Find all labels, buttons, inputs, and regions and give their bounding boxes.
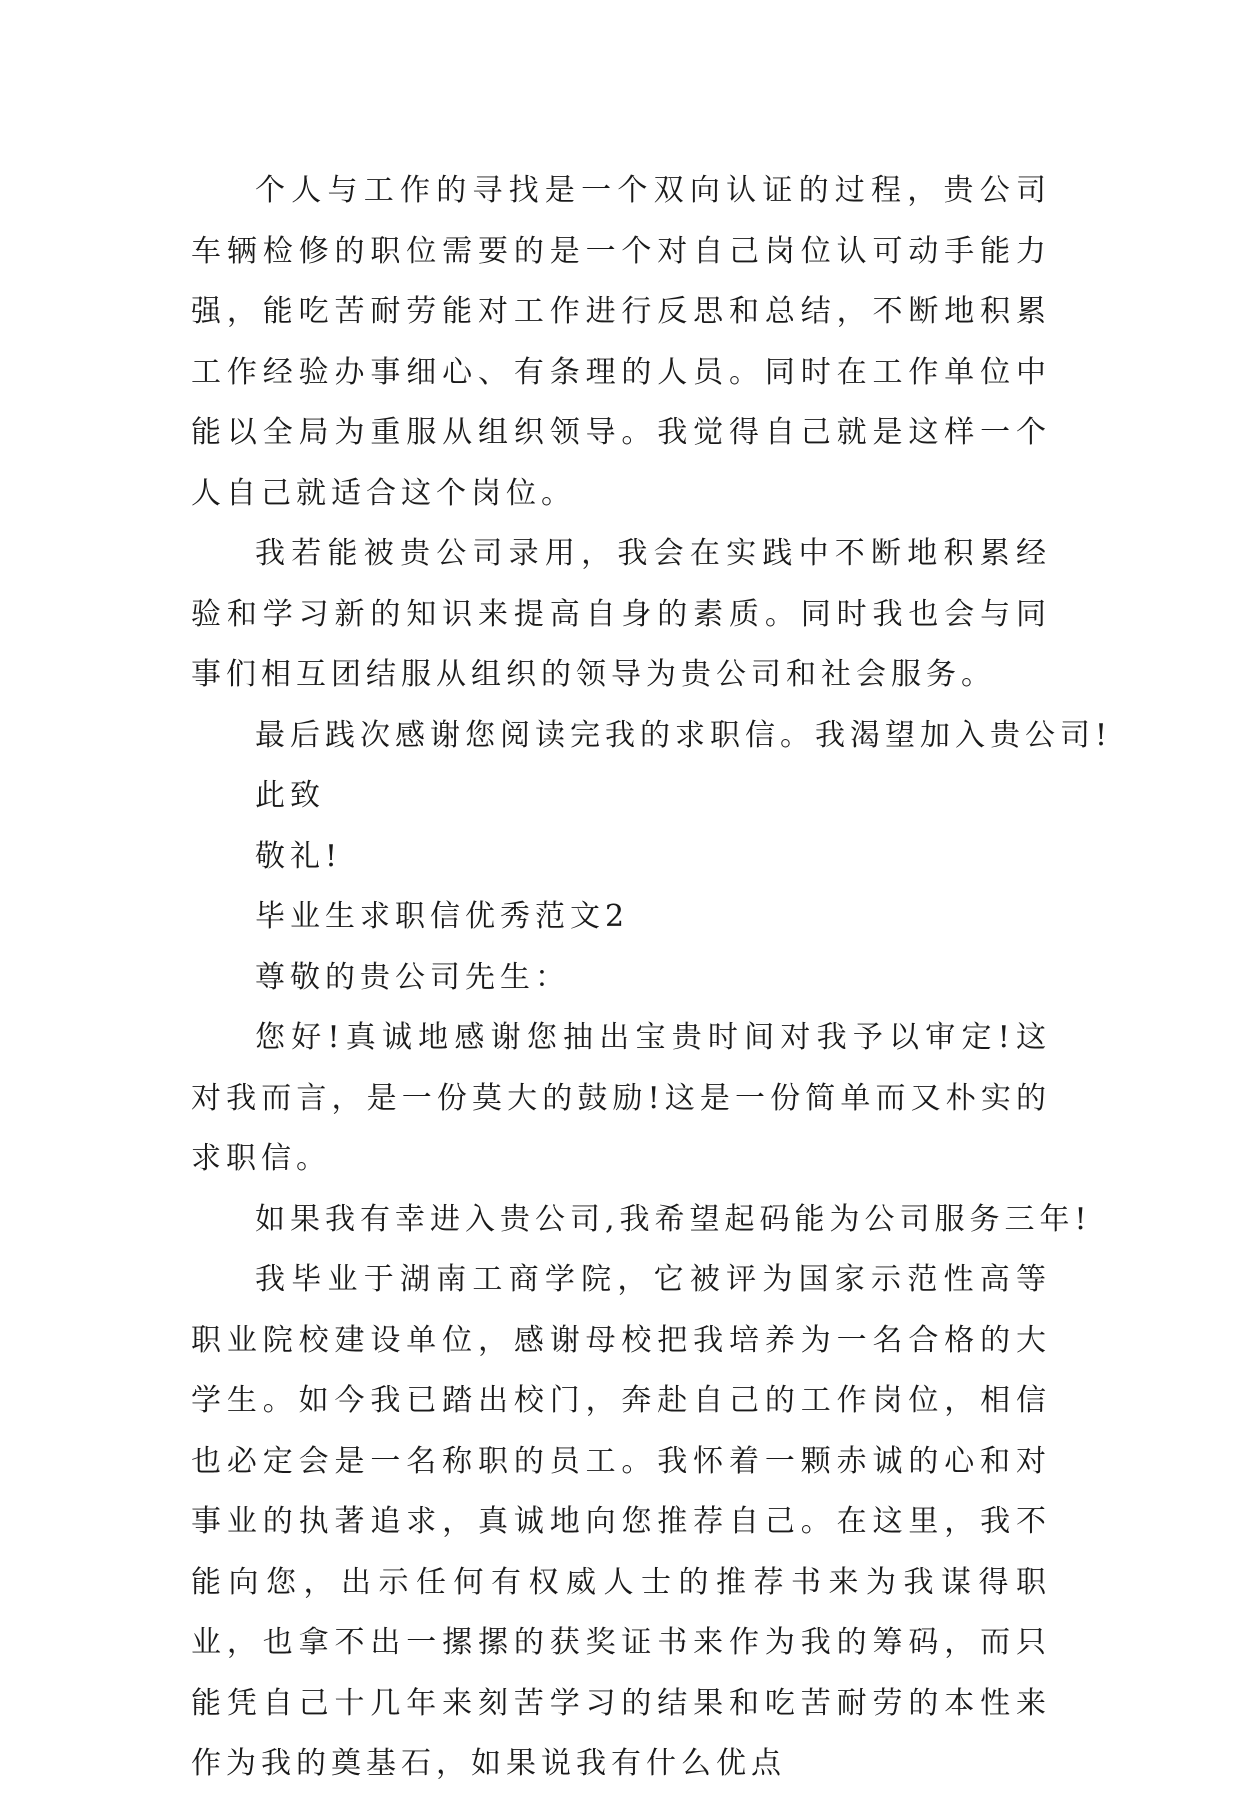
salutation-jingli: 敬礼! [255, 838, 343, 874]
paragraph-background: 我毕业于湖南工商学院，它被评为国家示范性高等职业院校建设单位，感谢母校把我培养为一名合格的大学生。如今我已踏出校门，奔赴自己的工作岗位，相信也必定会是一名称职的员工。我怀着一颗赤诚的心和对事业的执著追求，真诚地向您推荐自己。在这里，我不能向您，出示任何有权威人士的推荐书来为我谋得职业，也拿不出一摞摞的获奖证书来作为我的筹码，而只能凭自己十几年来刻苦学习的结果和吃苦耐劳的本性来作为我的奠基石，如果说我有什么优点 [191, 1262, 1051, 1781]
letter-body [191, 161, 1113, 1795]
paragraph-commitment: 如果我有幸进入贵公司,我希望起码能为公司服务三年! [255, 1201, 1092, 1237]
paragraph-closing-thanks: 最后践次感谢您阅读完我的求职信。我渴望加入贵公司! [255, 717, 1113, 753]
paragraph-job-fit: 个人与工作的寻找是一个双向认证的过程，贵公司车辆检修的职位需要的是一个对自己岗位认可动手能力强，能吃苦耐劳能对工作进行反思和总结，不断地积累工作经验办事细心、有条理的人员。同时在工作单位中能以全局为重服从组织领导。我觉得自己就是这样一个人自己就适合这个岗位。 [191, 173, 1051, 511]
salutation-cizhi: 此致 [255, 778, 325, 813]
letter-greeting: 尊敬的贵公司先生： [255, 959, 570, 995]
paragraph-thanks: 您好!真诚地感谢您抽出宝贵时间对我予以审定!这对我而言，是一份莫大的鼓励!这是一份简单而又朴实的求职信。 [191, 1020, 1051, 1176]
section-title: 毕业生求职信优秀范文2 [255, 899, 630, 934]
paragraph-if-hired: 我若能被贵公司录用，我会在实践中不断地积累经验和学习新的知识来提高自身的素质。同时我也会与同事们相互团结服从组织的领导为贵公司和社会服务。 [191, 536, 1051, 692]
